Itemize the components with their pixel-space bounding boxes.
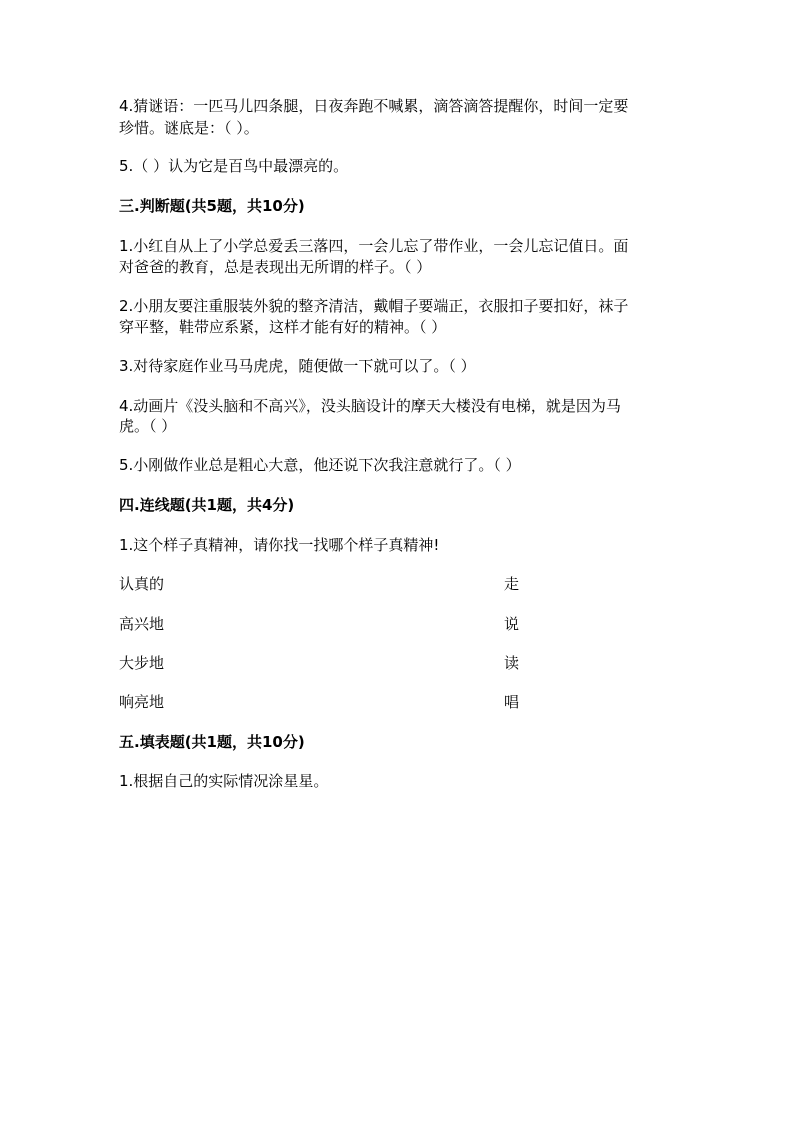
section3-q4-line2: 虎。（ ）: [119, 417, 177, 435]
section3-q5: 5.小刚做作业总是粗心大意，他还说下次我注意就行了。（ ）: [119, 456, 521, 474]
section4-q1: 1.这个样子真精神，请你找一找哪个样子真精神!: [119, 536, 440, 554]
match-left-item: 认真的: [119, 575, 165, 593]
match-left-item: 大步地: [119, 654, 165, 672]
section2-q4-line1: 4.猜谜语：一匹马儿四条腿，日夜奔跑不喊累，滴答滴答提醒你，时间一定要: [119, 97, 629, 115]
match-right-item: 读: [504, 654, 520, 672]
section3-heading: 三.判断题(共5题，共10分): [119, 197, 305, 215]
match-left-item: 响亮地: [119, 693, 165, 711]
match-left-item: 高兴地: [119, 615, 165, 633]
match-right-item: 走: [504, 575, 520, 593]
section5-heading: 五.填表题(共1题，共10分): [119, 733, 305, 751]
section3-q1-line2: 对爸爸的教育，总是表现出无所谓的样子。（ ）: [119, 258, 432, 276]
match-right-item: 说: [504, 615, 520, 633]
section3-q4-line1: 4.动画片《没头脑和不高兴》，没头脑设计的摩天大楼没有电梯，就是因为马: [119, 397, 621, 415]
section2-q5: 5.（ ）认为它是百鸟中最漂亮的。: [119, 157, 349, 175]
section2-q4-line2: 珍惜。谜底是：（ ）。: [119, 119, 259, 137]
section3-q1-line1: 1.小红自从上了小学总爱丢三落四，一会儿忘了带作业，一会儿忘记值日。面: [119, 237, 629, 255]
match-right-item: 唱: [504, 693, 520, 711]
section3-q3: 3.对待家庭作业马马虎虎，随便做一下就可以了。（ ）: [119, 357, 476, 375]
section3-q2-line2: 穿平整，鞋带应系紧，这样才能有好的精神。（ ）: [119, 318, 447, 336]
section3-q2-line1: 2.小朋友要注重服装外貌的整齐清洁，戴帽子要端正，衣服扣子要扣好，袜子: [119, 297, 629, 315]
section5-q1: 1.根据自己的实际情况涂星星。: [119, 772, 329, 790]
section4-heading: 四.连线题(共1题，共4分): [119, 496, 295, 514]
